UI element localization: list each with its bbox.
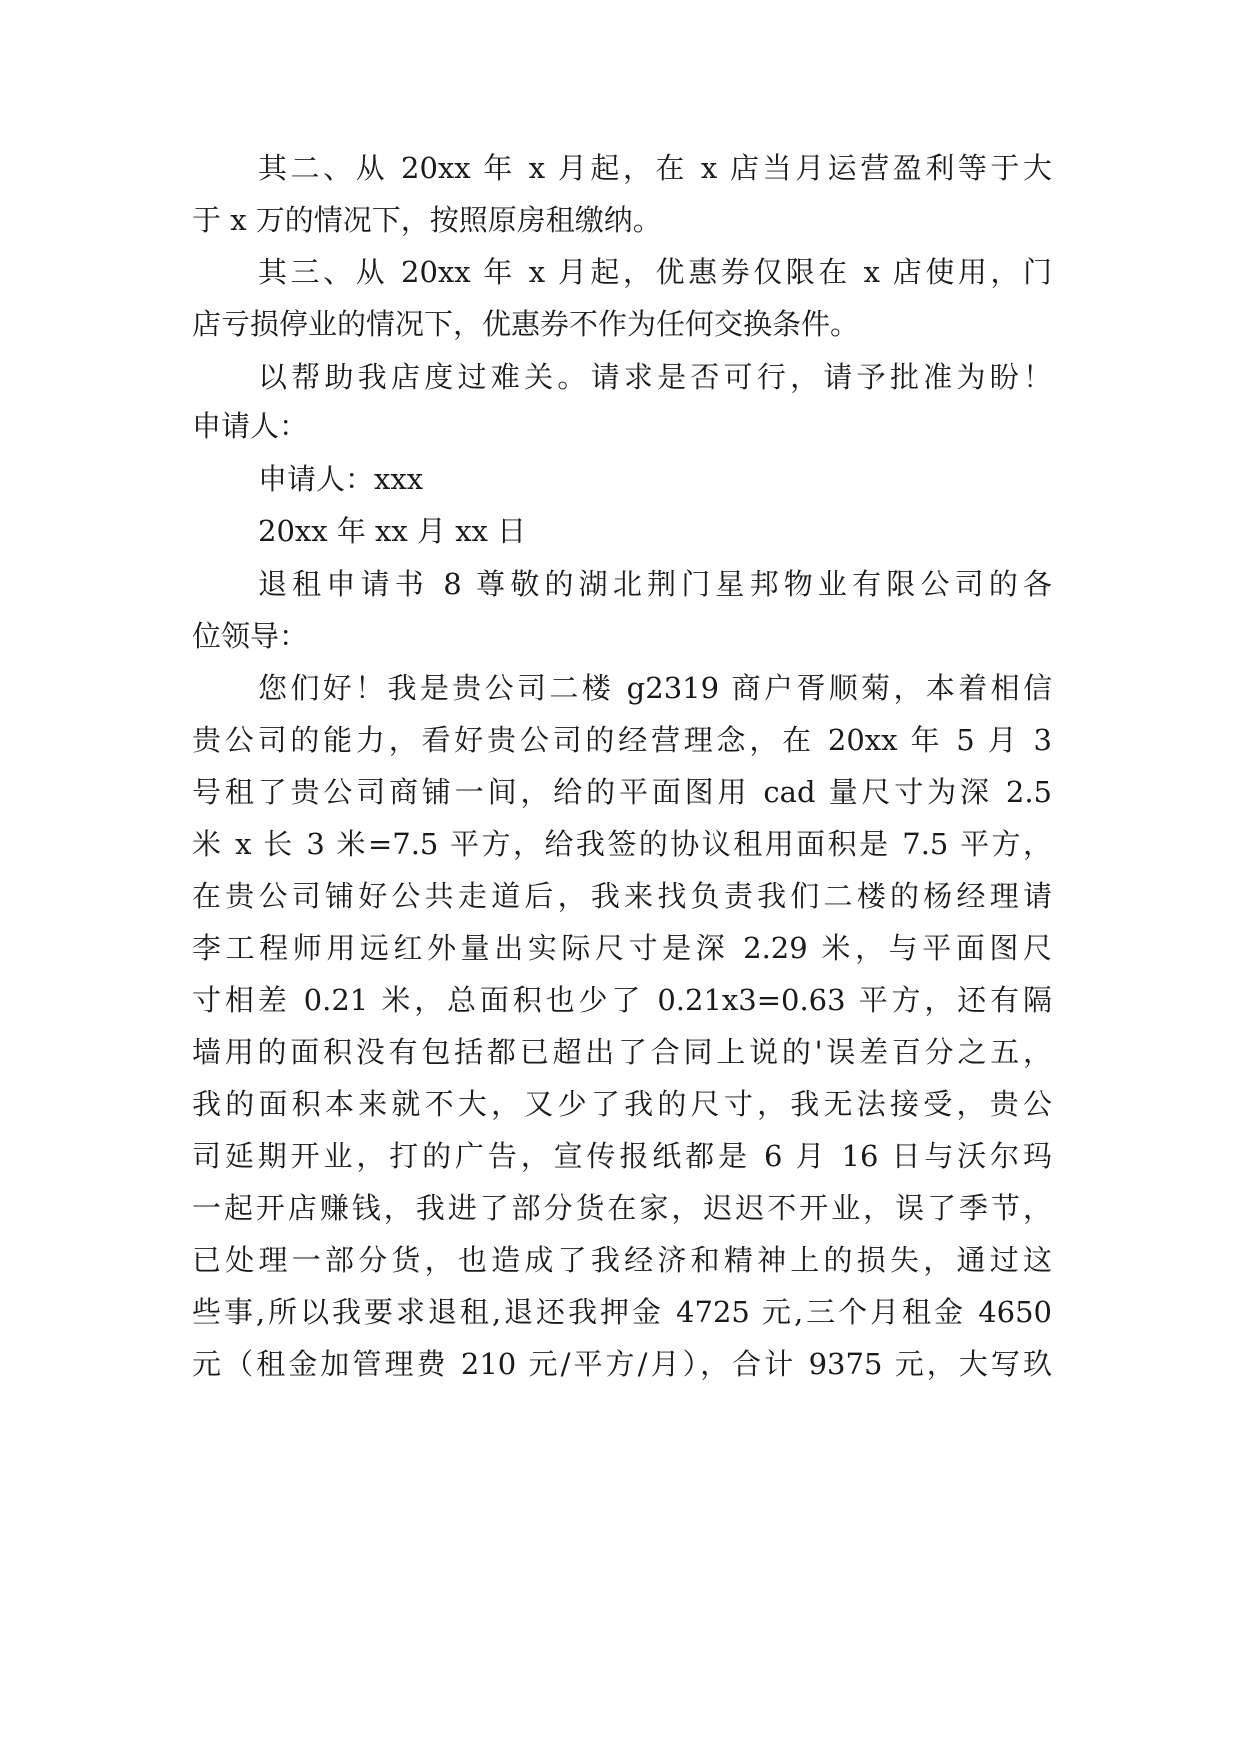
paragraph-line: 一起开店赚钱，我进了部分货在家，迟迟不开业，误了季节， — [192, 1191, 1052, 1225]
paragraph-line: 其二、从 20xx 年 x 月起，在 x 店当月运营盈利等于大 — [258, 151, 1052, 185]
date-line: 20xx 年 xx 月 xx 日 — [258, 514, 527, 548]
paragraph-line: 位领导： — [192, 619, 309, 653]
paragraph-line: 退租申请书 8 尊敬的湖北荆门星邦物业有限公司的各 — [258, 567, 1052, 601]
paragraph-line: 寸相差 0.21 米，总面积也少了 0.21x3=0.63 平方，还有隔 — [192, 983, 1052, 1017]
paragraph-line: 店亏损停业的情况下，优惠券不作为任何交换条件。 — [192, 307, 860, 341]
paragraph-line: 李工程师用远红外量出实际尺寸是深 2.29 米，与平面图尺 — [192, 931, 1052, 965]
paragraph-line: 申请人： — [192, 409, 309, 443]
paragraph-line: 在贵公司铺好公共走道后，我来找负责我们二楼的杨经理请 — [192, 879, 1052, 913]
paragraph-line: 号租了贵公司商铺一间，给的平面图用 cad 量尺寸为深 2.5 — [192, 775, 1052, 809]
paragraph-line: 已处理一部分货，也造成了我经济和精神上的损失，通过这 — [192, 1243, 1052, 1277]
paragraph-line: 司延期开业，打的广告，宣传报纸都是 6 月 16 日与沃尔玛 — [192, 1139, 1052, 1173]
paragraph-line: 我的面积本来就不大，又少了我的尺寸，我无法接受，贵公 — [192, 1087, 1052, 1121]
signature-line: 申请人：xxx — [258, 462, 424, 496]
paragraph-line: 以帮助我店度过难关。请求是否可行，请予批准为盼！ — [258, 360, 1052, 394]
paragraph-line: 您们好！我是贵公司二楼 g2319 商户胥顺菊，本着相信 — [258, 671, 1052, 705]
paragraph-line: 墙用的面积没有包括都已超出了合同上说的'误差百分之五， — [192, 1035, 1052, 1069]
paragraph-line: 米 x 长 3 米=7.5 平方，给我签的协议租用面积是 7.5 平方， — [192, 827, 1052, 861]
paragraph-line: 贵公司的能力，看好贵公司的经营理念，在 20xx 年 5 月 3 — [192, 723, 1052, 757]
paragraph-line: 元（租金加管理费 210 元/平方/月），合计 9375 元，大写玖 — [192, 1347, 1052, 1381]
paragraph-line: 于 x 万的情况下，按照原房租缴纳。 — [192, 203, 662, 237]
paragraph-line: 些事,所以我要求退租,退还我押金 4725 元,三个月租金 4650 — [192, 1295, 1052, 1329]
paragraph-line: 其三、从 20xx 年 x 月起，优惠券仅限在 x 店使用，门 — [258, 255, 1052, 289]
